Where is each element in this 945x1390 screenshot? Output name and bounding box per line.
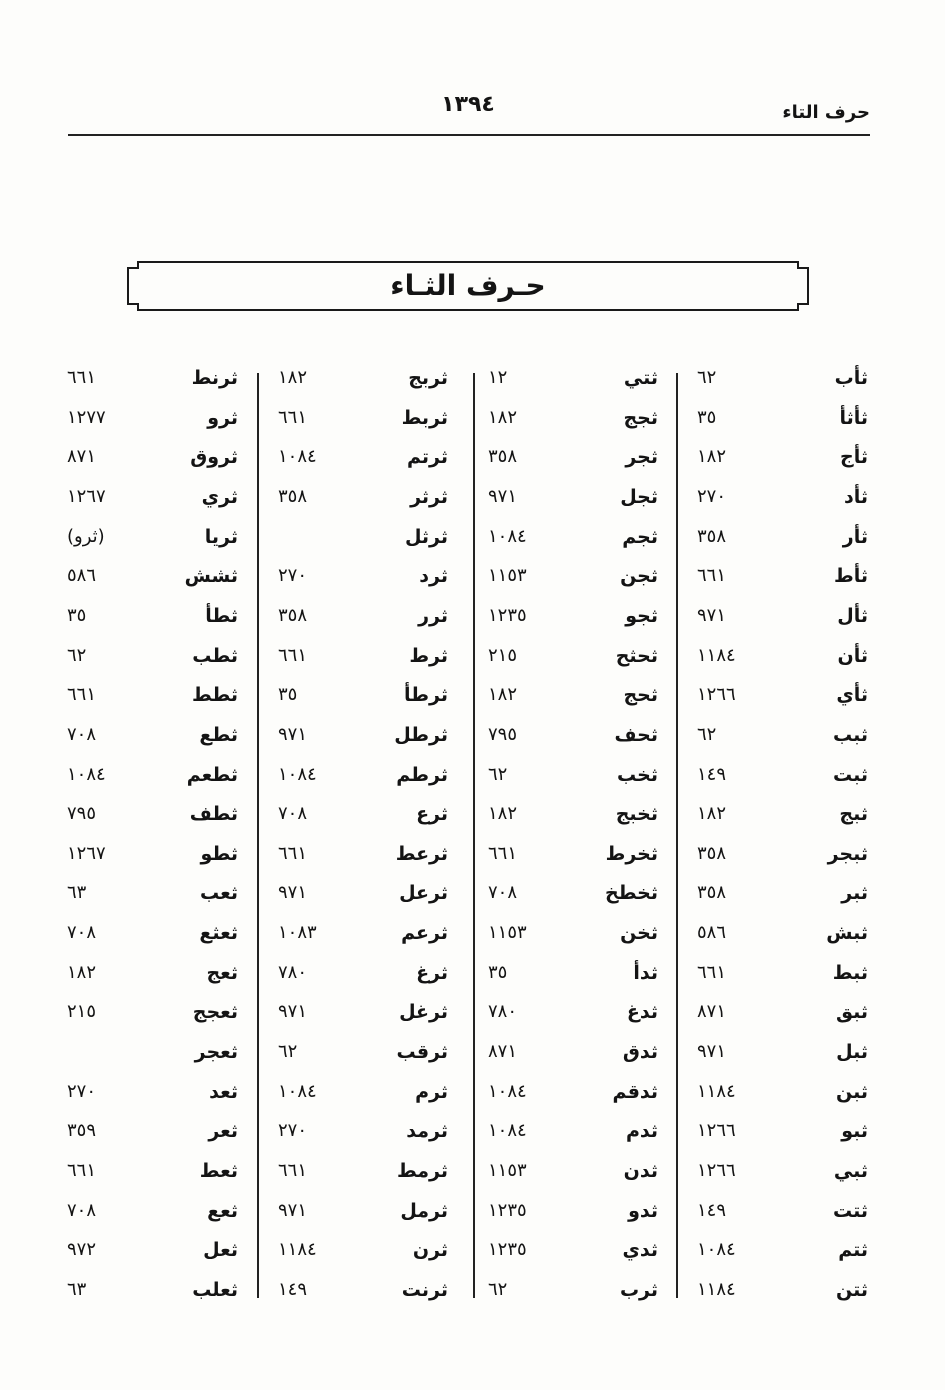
index-entry (480, 477, 660, 517)
entry-word: ثرعل (399, 882, 448, 905)
entry-word: ثحج (623, 684, 658, 707)
entry-page-ref: ١٠٨٤ (488, 1120, 527, 1142)
entry-page-ref: ١٢٣٥ (488, 1199, 527, 1221)
index-entry (690, 636, 870, 676)
index-entry (270, 477, 450, 517)
index-entry (690, 1270, 870, 1310)
index-entry (60, 1270, 240, 1310)
entry-word: ثرمل (400, 1199, 448, 1222)
entry-page-ref: ٥٨٦ (67, 565, 97, 587)
entry-word: ثحف (614, 723, 658, 746)
entry-page-ref: ١٨٢ (278, 367, 308, 388)
index-entry (480, 834, 660, 874)
entry-word: ثدقم (612, 1080, 658, 1103)
index-entry (480, 517, 660, 557)
index-entry (690, 953, 870, 993)
index-entry (690, 1151, 870, 1191)
entry-word: ثرنت (401, 1278, 448, 1301)
index-entry (270, 596, 450, 636)
entry-page-ref: ٧٩٥ (67, 803, 97, 825)
index-entry (60, 873, 240, 913)
entry-word: ثتي (623, 367, 658, 389)
entry-word: ثتت (832, 1199, 868, 1222)
entry-word: ثعجج (192, 1001, 238, 1024)
entry-word: ثرم (415, 1080, 448, 1103)
entry-page-ref: ٦٦١ (278, 842, 308, 864)
index-entry (60, 1191, 240, 1231)
entry-page-ref: ٧٠٨ (278, 803, 308, 825)
entry-page-ref: ١٢٦٦ (697, 684, 736, 706)
entry-page-ref: ٦٦١ (278, 1160, 308, 1181)
index-entry (60, 398, 240, 438)
entry-word: ثعلب (192, 1278, 238, 1301)
index-entry (480, 1270, 660, 1310)
index-entry (270, 556, 450, 596)
index-entry (60, 675, 240, 715)
entry-word: ثخبج (615, 803, 658, 826)
entry-page-ref: ٩٧١ (697, 1041, 727, 1063)
index-entry (690, 358, 870, 398)
entry-page-ref: ٢٧٠ (278, 1120, 308, 1142)
entry-page-ref: ٩٧١ (278, 1001, 308, 1023)
index-entry (60, 715, 240, 755)
index-entry (480, 794, 660, 834)
entry-word: ثرقب (396, 1041, 448, 1064)
index-entry (60, 953, 240, 993)
index-entry (60, 358, 240, 398)
index-entry (60, 517, 240, 557)
entry-page-ref: ٨٧١ (697, 1001, 727, 1023)
entry-word: ثرط (409, 644, 448, 667)
entry-word: ثبو (841, 1120, 868, 1143)
entry-word: ثرطأ (404, 684, 448, 707)
entry-page-ref: ٩٧١ (697, 604, 727, 626)
index-entry (270, 437, 450, 477)
entry-page-ref: ١٢ (488, 367, 508, 388)
entry-page-ref: (ثرو) (67, 525, 105, 547)
entry-page-ref: ١٢٣٥ (488, 1239, 527, 1261)
entry-page-ref: ١٨٢ (697, 446, 727, 468)
entry-word: ثرعم (401, 922, 448, 945)
index-entry (480, 913, 660, 953)
entry-page-ref: ١٠٨٤ (278, 446, 317, 468)
index-entry (690, 755, 870, 795)
entry-word: ثدم (625, 1120, 658, 1143)
index-entry (270, 913, 450, 953)
entry-page-ref: ٦٢ (697, 723, 717, 745)
entry-word: ثخب (617, 763, 658, 786)
index-entry (690, 1072, 870, 1112)
index-entry (270, 992, 450, 1032)
entry-page-ref: ٧٩٥ (488, 723, 518, 745)
entry-page-ref: ١٢٦٦ (697, 1120, 736, 1142)
entry-page-ref: ١٠٨٤ (488, 525, 527, 547)
entry-page-ref: ١٢٧٧ (67, 406, 106, 428)
index-entry (270, 1072, 450, 1112)
entry-word: ثتن (836, 1278, 868, 1301)
entry-word: ثرغل (399, 1001, 448, 1024)
entry-page-ref: ٨٧١ (488, 1041, 518, 1063)
entry-page-ref: ١٠٨٤ (278, 1080, 317, 1102)
entry-word: ثجل (620, 485, 658, 508)
entry-page-ref: ٦٦١ (67, 684, 97, 706)
entry-page-ref: ٧٠٨ (67, 922, 97, 944)
entry-page-ref: ١٠٨٤ (278, 763, 317, 785)
entry-word: ثعثع (199, 922, 238, 945)
entry-word: ثرر (418, 604, 448, 627)
index-column-4 (60, 358, 240, 1312)
entry-page-ref: ٨٧١ (67, 446, 97, 468)
entry-page-ref: ١٠٨٤ (697, 1239, 736, 1261)
entry-page-ref: ٦٦١ (697, 565, 727, 587)
entry-word: ثري (201, 485, 238, 508)
entry-word: ثجن (620, 565, 658, 588)
entry-page-ref: ٣٥٨ (697, 842, 727, 864)
entry-page-ref: ١١٥٣ (488, 922, 527, 944)
index-entry (60, 1151, 240, 1191)
entry-page-ref: ٦٦١ (488, 842, 518, 864)
entry-page-ref: ١١٨٤ (697, 644, 736, 666)
index-entry (480, 1072, 660, 1112)
index-entry (690, 517, 870, 557)
entry-page-ref: ١٢٦٧ (67, 842, 106, 864)
entry-word: ثطو (200, 842, 238, 865)
entry-word: ثبل (836, 1041, 868, 1064)
entry-word: ثدو (628, 1199, 658, 1222)
column-divider (473, 373, 475, 1298)
entry-page-ref: ١١٥٣ (488, 565, 527, 587)
index-entry (480, 1151, 660, 1191)
entry-page-ref: ١٨٢ (488, 684, 518, 706)
entry-page-ref: ١٨٢ (488, 803, 518, 825)
entry-page-ref: ١٢٦٧ (67, 485, 106, 507)
entry-word: ثأد (843, 485, 868, 508)
entry-word: ثطأ (205, 604, 238, 627)
entry-word: ثربج (408, 367, 448, 389)
entry-page-ref: ٩٧١ (278, 723, 308, 745)
entry-word: ثبي (833, 1160, 868, 1182)
index-entry (270, 1230, 450, 1270)
entry-word: ثأج (840, 446, 868, 469)
section-title: حـرف الثـاء (390, 269, 546, 302)
entry-word: ثبج (839, 803, 868, 826)
entry-page-ref: ٧٨٠ (488, 1001, 518, 1023)
entry-word: ثرمد (406, 1120, 448, 1143)
index-entry (60, 1230, 240, 1270)
entry-page-ref: ٦٦١ (278, 406, 308, 428)
entry-page-ref: ١٨٢ (697, 803, 727, 825)
entry-page-ref: ٣٥٨ (488, 446, 518, 468)
entry-page-ref: ١٢٣٥ (488, 604, 527, 626)
index-entry (60, 992, 240, 1032)
entry-word: ثطف (189, 803, 238, 826)
entry-page-ref: ١١٥٣ (488, 1160, 527, 1181)
entry-page-ref: ١٨٢ (67, 961, 97, 983)
index-entry (270, 834, 450, 874)
index-entry (480, 398, 660, 438)
entry-page-ref: ٦٢ (488, 763, 508, 785)
entry-page-ref: ١١٨٤ (697, 1278, 736, 1300)
entry-word: ثبط (832, 961, 868, 984)
entry-word: ثعط (199, 1160, 238, 1182)
entry-word: ثطب (192, 644, 238, 667)
index-entry (270, 794, 450, 834)
index-entry (270, 517, 450, 557)
index-entry (480, 953, 660, 993)
page-number: ١٣٩٤ (441, 92, 495, 117)
entry-page-ref: ٧٨٠ (278, 961, 308, 983)
index-entry (270, 715, 450, 755)
entry-page-ref: ٩٧١ (278, 882, 308, 904)
index-entry (690, 1191, 870, 1231)
entry-word: ثعج (206, 961, 238, 984)
index-entry (270, 953, 450, 993)
running-head: حرف التاء (782, 102, 870, 123)
entry-word: ثبجر (827, 842, 868, 865)
entry-page-ref: ٧٠٨ (488, 882, 518, 904)
index-entry (60, 636, 240, 676)
index-entry (690, 1230, 870, 1270)
entry-page-ref: ٣٥٨ (278, 604, 308, 626)
index-entry (480, 556, 660, 596)
entry-word: ثريا (204, 525, 238, 548)
index-entry (480, 596, 660, 636)
index-entry (480, 873, 660, 913)
index-entry (270, 1111, 450, 1151)
entry-word: ثأب (834, 367, 868, 389)
index-entry (480, 358, 660, 398)
index-entry (60, 437, 240, 477)
entry-word: ثبت (832, 763, 868, 786)
entry-page-ref: ٢٧٠ (67, 1080, 97, 1102)
entry-page-ref: ١٠٨٣ (278, 922, 317, 944)
index-entry (60, 477, 240, 517)
index-entry (690, 834, 870, 874)
entry-word: ثطط (192, 684, 238, 707)
index-entry (690, 1111, 870, 1151)
entry-word: ثتم (838, 1239, 868, 1262)
entry-page-ref: ٦٢ (488, 1278, 508, 1300)
entry-word: ثرعط (395, 842, 448, 865)
index-entry (60, 794, 240, 834)
entry-page-ref: ٦٢ (67, 644, 87, 666)
index-entry (480, 992, 660, 1032)
entry-word: ثدق (622, 1041, 658, 1064)
entry-page-ref: ٣٥٨ (697, 525, 727, 547)
entry-page-ref: ٦٦١ (67, 1160, 97, 1181)
entry-word: ثرثل (404, 525, 448, 548)
entry-page-ref: ٣٥٨ (697, 882, 727, 904)
entry-word: ثخرط (605, 842, 658, 865)
index-entry (480, 1032, 660, 1072)
index-entry (270, 398, 450, 438)
entry-page-ref: ٦٢ (278, 1041, 298, 1063)
entry-page-ref: ٣٥ (488, 961, 508, 983)
entry-page-ref: ١١٨٤ (278, 1239, 317, 1261)
index-entry (270, 636, 450, 676)
index-column-1 (690, 358, 870, 1312)
entry-word: ثشش (184, 565, 238, 588)
column-divider (676, 373, 678, 1298)
index-entry (270, 1270, 450, 1310)
entry-word: ثبن (836, 1080, 868, 1103)
entry-word: ثرثر (410, 485, 448, 508)
index-entry (270, 358, 450, 398)
entry-word: ثعد (209, 1080, 238, 1103)
entry-word: ثعجر (194, 1041, 238, 1064)
index-entry (270, 675, 450, 715)
entry-page-ref: ٣٥ (67, 604, 87, 626)
index-entry (690, 437, 870, 477)
entry-page-ref: ٢١٥ (488, 644, 518, 666)
entry-word: ثرن (412, 1239, 448, 1262)
index-column-3 (270, 358, 450, 1312)
entry-word: ثرطم (396, 763, 448, 786)
index-entry (690, 992, 870, 1032)
entry-word: ثأن (837, 644, 868, 667)
entry-word: ثعل (203, 1239, 238, 1262)
index-entry (60, 556, 240, 596)
entry-word: ثرطل (394, 723, 448, 746)
entry-page-ref: ٣٥٨ (278, 485, 308, 507)
entry-page-ref: ٦٦١ (278, 644, 308, 666)
entry-page-ref: ١١٨٤ (697, 1080, 736, 1102)
index-entry (60, 834, 240, 874)
entry-page-ref: ٣٥ (278, 684, 298, 706)
index-entry (270, 873, 450, 913)
index-entry (60, 1111, 240, 1151)
entry-page-ref: ٦٢ (697, 367, 717, 388)
index-entry (60, 913, 240, 953)
index-entry (480, 437, 660, 477)
entry-page-ref: ١٤٩ (278, 1278, 308, 1300)
entry-word: ثطعم (186, 763, 238, 786)
entry-word: ثخطخ (604, 882, 658, 905)
entry-word: ثربط (401, 406, 448, 429)
entry-word: ثجم (622, 525, 658, 548)
index-entry (60, 755, 240, 795)
entry-word: ثبب (832, 723, 868, 746)
entry-page-ref: ٧٠٨ (67, 723, 97, 745)
entry-page-ref: ٩٧١ (278, 1199, 308, 1221)
entry-word: ثرو (207, 406, 238, 429)
entry-word: ثدأ (633, 961, 658, 984)
entry-page-ref: ١٠٨٤ (488, 1080, 527, 1102)
entry-word: ثبق (835, 1001, 868, 1024)
index-entry (480, 1111, 660, 1151)
index-entry (480, 1191, 660, 1231)
entry-word: ثرمط (396, 1160, 448, 1182)
entry-page-ref: ٢١٥ (67, 1001, 97, 1023)
entry-page-ref: ٣٥ (697, 406, 717, 428)
entry-word: ثخن (620, 922, 658, 945)
index-entry (270, 1191, 450, 1231)
index-entry (60, 1032, 240, 1072)
entry-word: ثجو (625, 604, 658, 627)
entry-word: ثرغ (416, 961, 448, 984)
column-divider (257, 373, 259, 1298)
entry-page-ref: ١٤٩ (697, 763, 727, 785)
entry-word: ثروق (190, 446, 238, 469)
entry-word: ثأل (837, 604, 868, 627)
entry-word: ثحثح (615, 644, 658, 667)
entry-page-ref: ٩٧٢ (67, 1239, 97, 1261)
entry-word: ثأط (833, 565, 868, 588)
index-entry (690, 1032, 870, 1072)
entry-page-ref: ٦٦١ (67, 367, 97, 388)
entry-page-ref: ٧٠٨ (67, 1199, 97, 1221)
entry-page-ref: ١٨٢ (488, 406, 518, 428)
entry-word: ثرنط (191, 367, 238, 389)
entry-word: ثدي (622, 1239, 658, 1262)
index-entry (60, 1072, 240, 1112)
entry-page-ref: ٢٧٠ (278, 565, 308, 587)
entry-word: ثأي (836, 684, 868, 707)
index-entry (270, 1151, 450, 1191)
entry-word: ثأر (842, 525, 868, 548)
index-entry (480, 715, 660, 755)
entry-page-ref: ٦٣ (67, 1278, 87, 1300)
entry-page-ref: ١٢٦٦ (697, 1160, 736, 1181)
index-entry (690, 715, 870, 755)
entry-word: ثعر (208, 1120, 238, 1143)
entry-word: ثعع (207, 1199, 238, 1222)
entry-page-ref: ٣٥٩ (67, 1120, 97, 1142)
entry-word: ثطع (199, 723, 238, 746)
entry-word: ثدن (623, 1160, 658, 1182)
index-entry (480, 675, 660, 715)
entry-page-ref: ٦٣ (67, 882, 87, 904)
index-entry (480, 755, 660, 795)
entry-page-ref: ٩٧١ (488, 485, 518, 507)
index-entry (690, 398, 870, 438)
entry-page-ref: ٥٨٦ (697, 922, 727, 944)
index-entry (690, 873, 870, 913)
index-entry (270, 755, 450, 795)
entry-word: ثرع (416, 803, 448, 826)
index-entry (270, 1032, 450, 1072)
index-entry (690, 913, 870, 953)
entry-page-ref: ٦٦١ (697, 961, 727, 983)
entry-word: ثأثأ (839, 406, 868, 429)
header-rule (68, 134, 870, 136)
index-entry (690, 556, 870, 596)
index-entry (480, 1230, 660, 1270)
entry-word: ثرد (419, 565, 448, 588)
index-column-2 (480, 358, 660, 1312)
entry-word: ثجج (623, 406, 658, 429)
index-entry (60, 596, 240, 636)
entry-word: ثدغ (626, 1001, 658, 1024)
entry-page-ref: ١٠٨٤ (67, 763, 106, 785)
entry-word: ثرتم (407, 446, 448, 469)
entry-word: ثجر (625, 446, 658, 469)
entry-word: ثرب (619, 1278, 658, 1301)
entry-page-ref: ١٤٩ (697, 1199, 727, 1221)
index-entry (690, 596, 870, 636)
index-entry (480, 636, 660, 676)
entry-page-ref: ٢٧٠ (697, 485, 727, 507)
index-entry (690, 675, 870, 715)
entry-word: ثعب (200, 882, 238, 905)
entry-word: ثبش (826, 922, 868, 945)
index-entry (690, 794, 870, 834)
index-entry (690, 477, 870, 517)
entry-word: ثبر (841, 882, 868, 905)
